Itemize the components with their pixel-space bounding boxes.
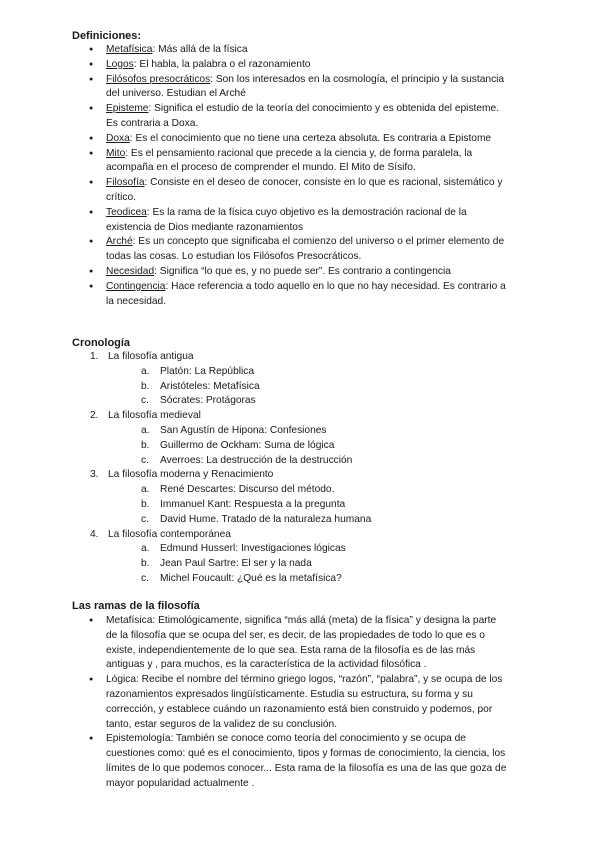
work-text: Sócrates: Protágoras [160, 395, 256, 407]
work-text: San Agustín de Hipona: Confesiones [160, 424, 327, 436]
ramas-heading: Las ramas de la filosofía [72, 600, 200, 612]
work-letter: a. [141, 365, 150, 377]
work-item [108, 542, 510, 557]
period-number: 1. [90, 351, 99, 362]
definition: : Es la rama de la física cuyo objetivo es la demostración racional de la existencia de Dios mediante razonamientos [106, 206, 467, 233]
list-item: ● Epistemología: También se conoce como teoría del conocimiento y se ocupa de cuestiones como: qué es el conocimiento, tipos y formas de conocimiento, la ciencia, los límites de lo que podemos conocer... Esta rama de la filosofía es una de las que goza de mayor popularidad actualmente . [72, 732, 510, 791]
work-item [108, 483, 510, 498]
period-item [72, 409, 510, 468]
work-text: Michel Foucault: ¿Qué es la metafísica? [160, 572, 342, 584]
work-letter: b. [141, 558, 150, 570]
term: Mito [106, 147, 126, 159]
works-list [108, 542, 510, 586]
work-text: Edmund Husserl: Investigaciones lógicas [160, 543, 346, 555]
cronologia-heading: Cronología [72, 337, 131, 349]
work-letter: c. [141, 395, 149, 407]
works-list [108, 424, 510, 468]
work-letter: c. [141, 513, 149, 525]
list-item: ● Lógica: Recibe el nombre del término griego logos, “razón”, “palabra”, y se ocupa de los razonamientos expresados lingüísticamente. Estudia su estructura, su forma y su corrección, y establece cuándo un razonamiento está bien construido y podemos, por tanto, estar seguros de la validez de su conclusión. [72, 673, 510, 732]
term: Necesidad [106, 265, 155, 277]
work-letter: b. [141, 439, 150, 451]
list-item [72, 58, 510, 73]
work-item [108, 394, 510, 409]
definition: : Significa el estudio de la teoría del conocimiento y es obtenida del episteme. Es contraria a Doxa. [106, 103, 500, 129]
work-item [108, 572, 510, 587]
definition: : Más allá de la física [152, 44, 248, 55]
period-number: 4. [90, 528, 99, 540]
list-item [72, 147, 510, 177]
period-item [72, 528, 510, 587]
period-label: La filosofía medieval [108, 410, 201, 422]
work-item [108, 439, 510, 454]
work-letter: a. [141, 484, 150, 496]
term: Arché [106, 236, 133, 248]
list-item [72, 73, 510, 103]
list-item [72, 132, 510, 147]
work-item [108, 557, 510, 572]
work-letter: a. [141, 424, 150, 436]
definition: : Es el conocimiento que no tiene una certeza absoluta. Es contraria a Epistome [129, 132, 492, 144]
definiciones-heading: Definiciones: [72, 30, 142, 42]
definition: : El habla, la palabra o el razonamiento [133, 58, 311, 70]
list-item [72, 235, 510, 265]
work-letter: b. [141, 380, 150, 392]
work-item [108, 365, 510, 380]
definition: : Significa “lo que es, y no puede ser”. Es contrario a contingencia [154, 265, 451, 277]
term: Filosofía [106, 177, 145, 189]
work-item [108, 513, 510, 528]
period-item [72, 350, 510, 409]
definition: : Consiste en el deseo de conocer, consiste en lo que es racional, sistemático y crítico. [106, 177, 503, 203]
list-item [72, 102, 510, 132]
period-label: La filosofía contemporánea [108, 528, 231, 540]
works-list [108, 483, 510, 527]
work-text: Aristóteles: Metafísica [160, 380, 260, 392]
work-letter: b. [141, 498, 150, 510]
list-item [72, 265, 510, 280]
work-text: Immanuel Kant: Respuesta a la pregunta [160, 498, 346, 510]
period-item [72, 468, 510, 527]
work-text: Platón: La República [160, 365, 255, 377]
definition: : Es el pensamiento racional que precede a la ciencia y, de forma paralela, la acompaña en el proceso de comprender el mundo. El Mito de Sísifo. [106, 147, 473, 174]
work-text: Jean Paul Sartre: El ser y la nada [160, 558, 312, 570]
period-number: 3. [90, 469, 99, 481]
period-label: La filosofía antigua [108, 351, 194, 362]
work-letter: c. [141, 572, 149, 584]
term: Teodicea [106, 206, 147, 218]
work-text: Averroes: La destrucción de la destrucción [160, 454, 353, 466]
term: Metafísica [106, 44, 153, 55]
work-item [108, 424, 510, 439]
list-item [72, 176, 510, 206]
period-label: La filosofía moderna y Renacimiento [108, 469, 274, 481]
work-text: René Descartes: Discurso del método. [160, 484, 335, 496]
definition: : Es un concepto que significaba el comienzo del universo o el primer elemento de todas las cosas. Lo estudian los Filósofos Presocráticos. [106, 236, 505, 263]
cronologia-list [72, 350, 510, 587]
works-list [108, 365, 510, 409]
term: Doxa [106, 132, 130, 144]
work-item [108, 454, 510, 469]
term: Contingencia [106, 280, 166, 292]
list-item: ● Metafísica: Etimológicamente, significa “más allá (meta) de la física” y designa la parte de la filosofía que se ocupa del ser, es decir, de las propiedades de todo lo que es o existe, independientemente de lo que sea. Esta rama de la filosofía es de las más antiguas y , para muchos, es la característica de la actividad filosófica . [72, 614, 510, 673]
definition: : Hace referencia a todo aquello en lo que no hay necesidad. Es contrario a la necesidad. [106, 280, 506, 307]
work-letter: a. [141, 543, 150, 555]
work-letter: c. [141, 454, 149, 466]
definition: : Son los interesados en la cosmología, el principio y la sustancia del universo. Estudian el Arché [106, 73, 505, 100]
term: Episteme [106, 103, 149, 115]
term: Logos [106, 58, 134, 70]
work-text: Guillermo de Ockham: Suma de lógica [160, 439, 335, 451]
list-item [72, 280, 510, 310]
work-text: David Hume. Tratado de la naturaleza humana [160, 513, 372, 525]
list-item [72, 206, 510, 236]
ramas-list [72, 614, 510, 792]
work-item [108, 380, 510, 395]
work-item [108, 498, 510, 513]
list-item [72, 43, 510, 58]
period-number: 2. [90, 410, 99, 422]
term: Filósofos presocráticos [106, 73, 211, 85]
definiciones-list [72, 43, 510, 309]
